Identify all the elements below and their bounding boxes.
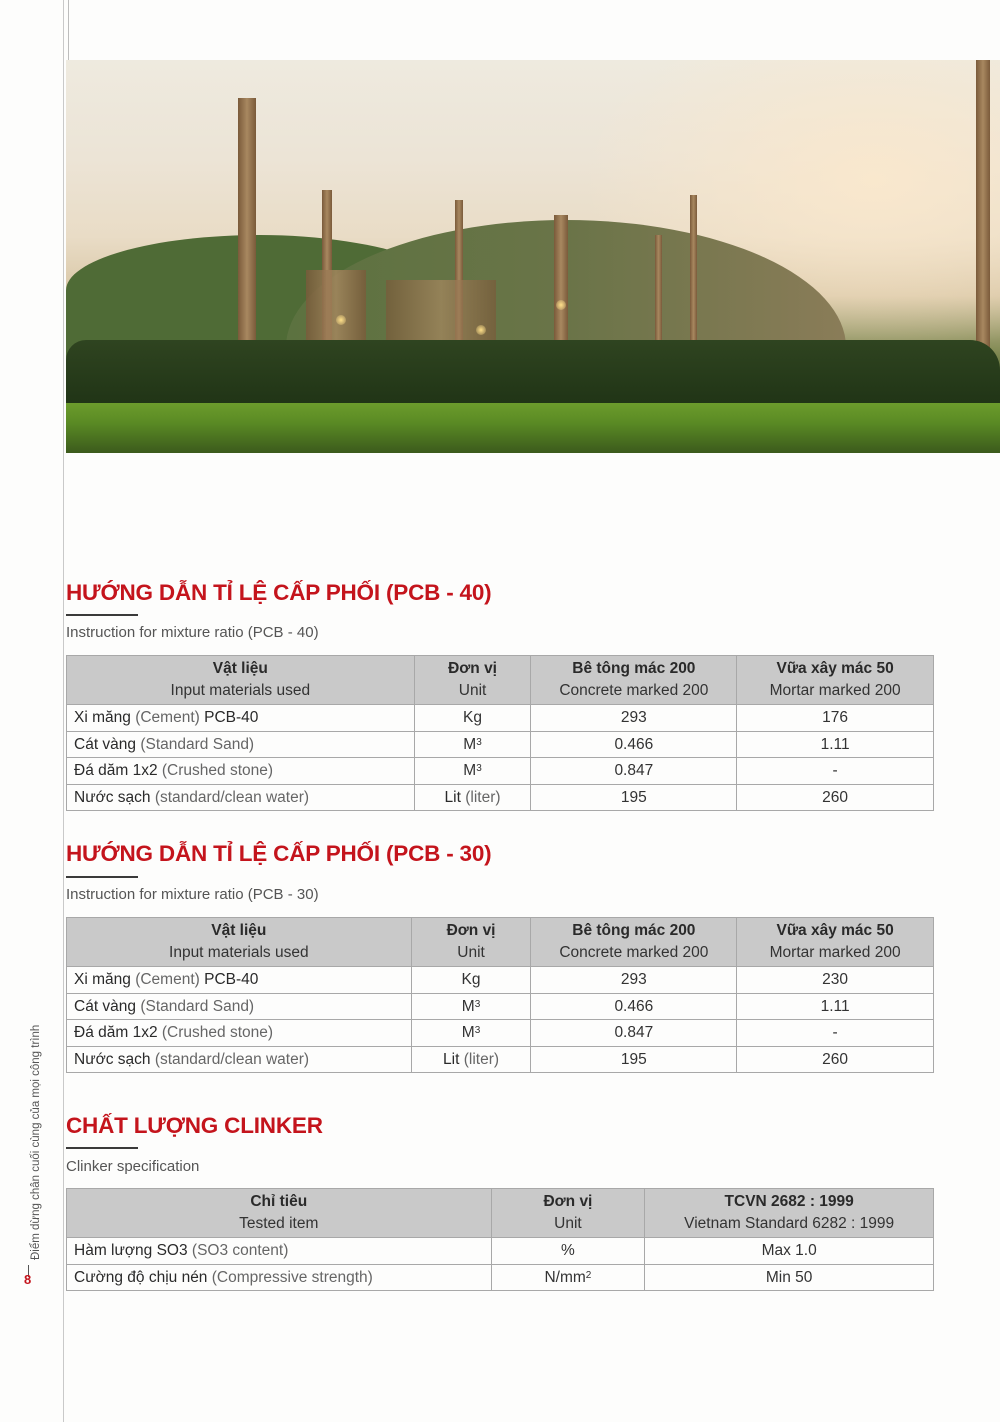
cell-mortar: 176 (737, 705, 934, 732)
tower (655, 235, 662, 350)
cell-concrete: 0.847 (531, 1020, 737, 1047)
refinery-structure (306, 270, 366, 350)
table-row (67, 731, 934, 758)
table-header-row (67, 1189, 934, 1238)
cell-concrete: 0.847 (531, 758, 737, 785)
header-tested-item: Chỉ tiêu Tested item (67, 1189, 492, 1238)
grass-field (66, 403, 1000, 453)
header-unit: Đơn vị Unit (414, 656, 531, 705)
chimney (976, 60, 990, 350)
cell-material: Đá dăm 1x2 (Crushed stone) (67, 1020, 412, 1047)
cell-concrete: 0.466 (531, 993, 737, 1020)
header-mortar: Vữa xây mác 50 Mortar marked 200 (737, 656, 934, 705)
section-subtitle-clinker: Clinker specification (66, 1158, 200, 1175)
header-material: Vật liệu Input materials used (67, 918, 412, 967)
page-margin-line (63, 0, 64, 1422)
header-concrete: Bê tông mác 200 Concrete marked 200 (531, 918, 737, 967)
cell-material: Xi măng (Cement) PCB-40 (67, 967, 412, 994)
cell-mortar: - (737, 1020, 934, 1047)
cell-unit: $N/mm^2$ (491, 1264, 645, 1291)
cell-mortar: 230 (737, 967, 934, 994)
table-row (67, 1046, 934, 1073)
tree-line (66, 340, 1000, 410)
header-concrete: Bê tông mác 200 Concrete marked 200 (531, 656, 737, 705)
cell-concrete: 0.466 (531, 731, 737, 758)
table-row (67, 1264, 934, 1291)
cell-unit: $M^3$ (411, 993, 531, 1020)
page-number: 8 (24, 1272, 32, 1287)
hero-photo-refinery (66, 60, 1000, 453)
table-row (67, 1238, 934, 1265)
table-row (67, 705, 934, 732)
sidebar-tagline: Điểm dừng chân cuối cùng của mọi công trình (30, 1024, 42, 1260)
light-glow (476, 325, 486, 335)
table-row (67, 967, 934, 994)
header-unit: Đơn vị Unit (411, 918, 531, 967)
table-row (67, 1020, 934, 1047)
table-header-row (67, 656, 934, 705)
cell-value: Max 1.0 (645, 1238, 934, 1265)
cell-concrete: 195 (531, 784, 737, 811)
cell-concrete: 293 (531, 967, 737, 994)
cell-concrete: 293 (531, 705, 737, 732)
table-row (67, 993, 934, 1020)
cell-unit: $M^3$ (414, 758, 531, 785)
header-standard: TCVN 2682 : 1999 Vietnam Standard 6282 : 1999 (645, 1189, 934, 1238)
table-row (67, 784, 934, 811)
table-row (67, 758, 934, 785)
cell-unit: Kg (414, 705, 531, 732)
section-rule (66, 876, 138, 878)
cell-value: Min 50 (645, 1264, 934, 1291)
chimney (238, 98, 256, 348)
cell-tested-item: Hàm lượng SO3 (SO3 content) (67, 1238, 492, 1265)
cell-material: Cát vàng (Standard Sand) (67, 993, 412, 1020)
light-glow (556, 300, 566, 310)
header-material: Vật liệu Input materials used (67, 656, 415, 705)
top-margin-line (68, 0, 69, 60)
cell-material: Nước sạch (standard/clean water) (67, 784, 415, 811)
cell-material: Đá dăm 1x2 (Crushed stone) (67, 758, 415, 785)
section-subtitle-pcb40: Instruction for mixture ratio (PCB - 40) (66, 624, 319, 641)
cell-mortar: 1.11 (737, 731, 934, 758)
cell-tested-item: Cường độ chịu nén (Compressive strength) (67, 1264, 492, 1291)
section-title-pcb40: HƯỚNG DẪN TỈ LỆ CẤP PHỐI (PCB - 40) (66, 580, 492, 605)
mixture-table-pcb40 (66, 655, 934, 811)
tower (554, 215, 568, 350)
cell-mortar: 260 (737, 1046, 934, 1073)
cell-concrete: 195 (531, 1046, 737, 1073)
section-title-clinker: CHẤT LƯỢNG CLINKER (66, 1113, 323, 1138)
cell-mortar: 260 (737, 784, 934, 811)
section-subtitle-pcb30: Instruction for mixture ratio (PCB - 30) (66, 886, 319, 903)
cell-unit: % (491, 1238, 645, 1265)
header-unit: Đơn vị Unit (491, 1189, 645, 1238)
cell-material: Xi măng (Cement) PCB-40 (67, 705, 415, 732)
chimney (690, 195, 697, 350)
cell-unit: Lit (liter) (414, 784, 531, 811)
section-title-pcb30: HƯỚNG DẪN TỈ LỆ CẤP PHỐI (PCB - 30) (66, 841, 492, 866)
cell-mortar: - (737, 758, 934, 785)
section-rule (66, 614, 138, 616)
light-glow (336, 315, 346, 325)
clinker-spec-table (66, 1188, 934, 1291)
cell-material: Nước sạch (standard/clean water) (67, 1046, 412, 1073)
table-header-row (67, 918, 934, 967)
cell-unit: $M^3$ (411, 1020, 531, 1047)
cell-mortar: 1.11 (737, 993, 934, 1020)
header-mortar: Vữa xây mác 50 Mortar marked 200 (737, 918, 934, 967)
cell-unit: Kg (411, 967, 531, 994)
section-rule (66, 1147, 138, 1149)
cell-unit: $M^3$ (414, 731, 531, 758)
mixture-table-pcb30 (66, 917, 934, 1073)
cell-unit: Lit (liter) (411, 1046, 531, 1073)
cell-material: Cát vàng (Standard Sand) (67, 731, 415, 758)
